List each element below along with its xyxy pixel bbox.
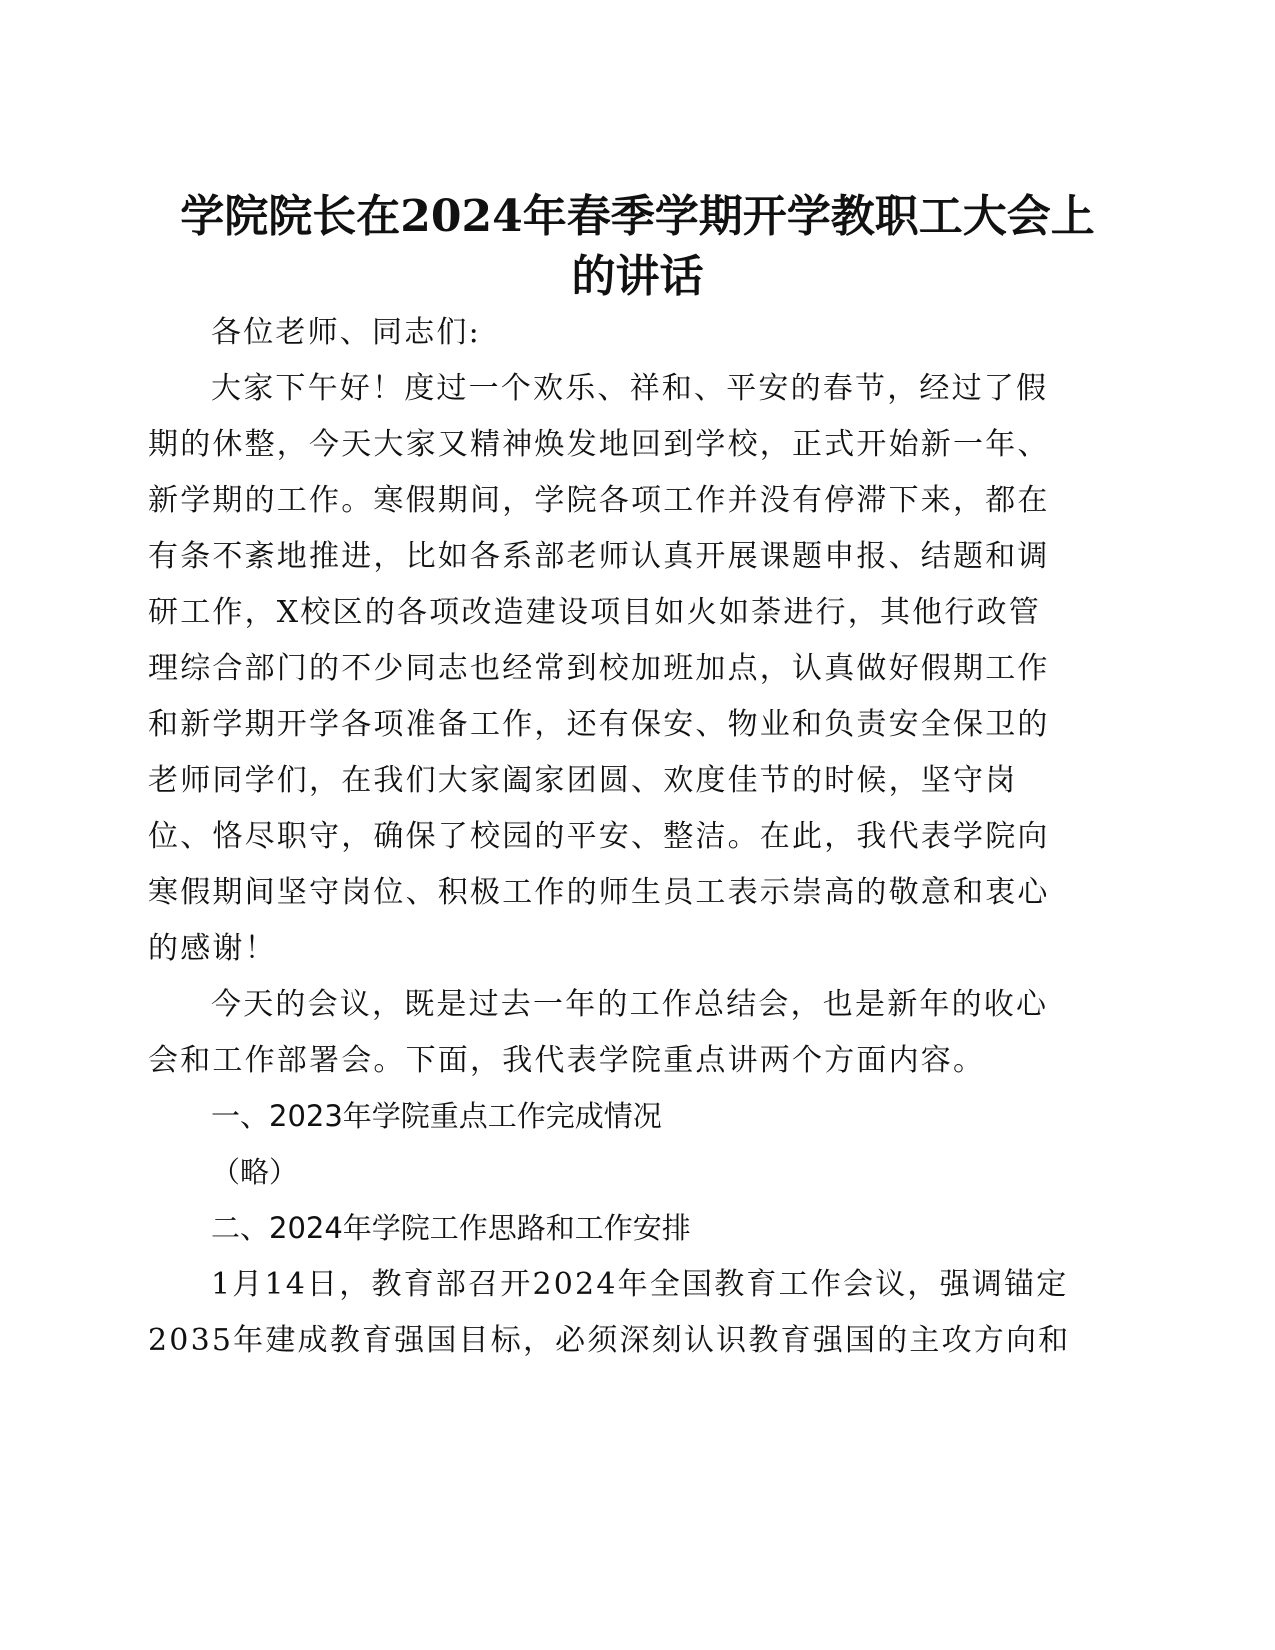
para1-line-11: 的感谢！ bbox=[148, 931, 277, 966]
para2-line-2: 会和工作部署会。下面，我代表学院重点讲两个方面内容。 bbox=[148, 1043, 986, 1078]
para1-line-5: 研工作，X校区的各项改造建设项目如火如荼进行，其他行政管 bbox=[148, 595, 1041, 630]
para3-line-1: 1月14日，教育部召开2024年全国教育工作会议，强调锚定 bbox=[211, 1267, 1069, 1302]
section-heading-1: 一、2023年学院重点工作完成情况 bbox=[211, 1099, 662, 1133]
para1-line-7: 和新学期开学各项准备工作，还有保安、物业和负责安全保卫的 bbox=[148, 707, 1050, 742]
para1-line-3: 新学期的工作。寒假期间，学院各项工作并没有停滞下来，都在 bbox=[148, 483, 1050, 518]
para3-line-2: 2035年建成教育强国目标，必须深刻认识教育强国的主攻方向和 bbox=[148, 1323, 1071, 1358]
para1-line-10: 寒假期间坚守岗位、积极工作的师生员工表示崇高的敬意和衷心 bbox=[148, 875, 1050, 910]
para1-line-9: 位、恪尽职守，确保了校园的平安、整洁。在此，我代表学院向 bbox=[148, 819, 1050, 854]
para1-line-6: 理综合部门的不少同志也经常到校加班加点，认真做好假期工作 bbox=[148, 651, 1050, 686]
para1-line-2: 期的休整，今天大家又精神焕发地回到学校，正式开始新一年、 bbox=[148, 427, 1050, 462]
omitted-note: （略） bbox=[211, 1155, 299, 1189]
document-title-line-2: 的讲话 bbox=[571, 251, 704, 302]
document-title-line-1: 学院院长在2024年春季学期开学教职工大会上 bbox=[180, 191, 1095, 242]
para2-line-1: 今天的会议，既是过去一年的工作总结会，也是新年的收心 bbox=[211, 987, 1049, 1022]
salutation: 各位老师、同志们: bbox=[211, 315, 481, 350]
section-heading-2: 二、2024年学院工作思路和工作安排 bbox=[211, 1211, 691, 1245]
para1-line-8: 老师同学们，在我们大家阖家团圆、欢度佳节的时候，坚守岗 bbox=[148, 763, 1018, 798]
para1-line-4: 有条不紊地推进，比如各系部老师认真开展课题申报、结题和调 bbox=[148, 539, 1050, 574]
para1-line-1: 大家下午好！度过一个欢乐、祥和、平安的春节，经过了假 bbox=[211, 371, 1049, 406]
